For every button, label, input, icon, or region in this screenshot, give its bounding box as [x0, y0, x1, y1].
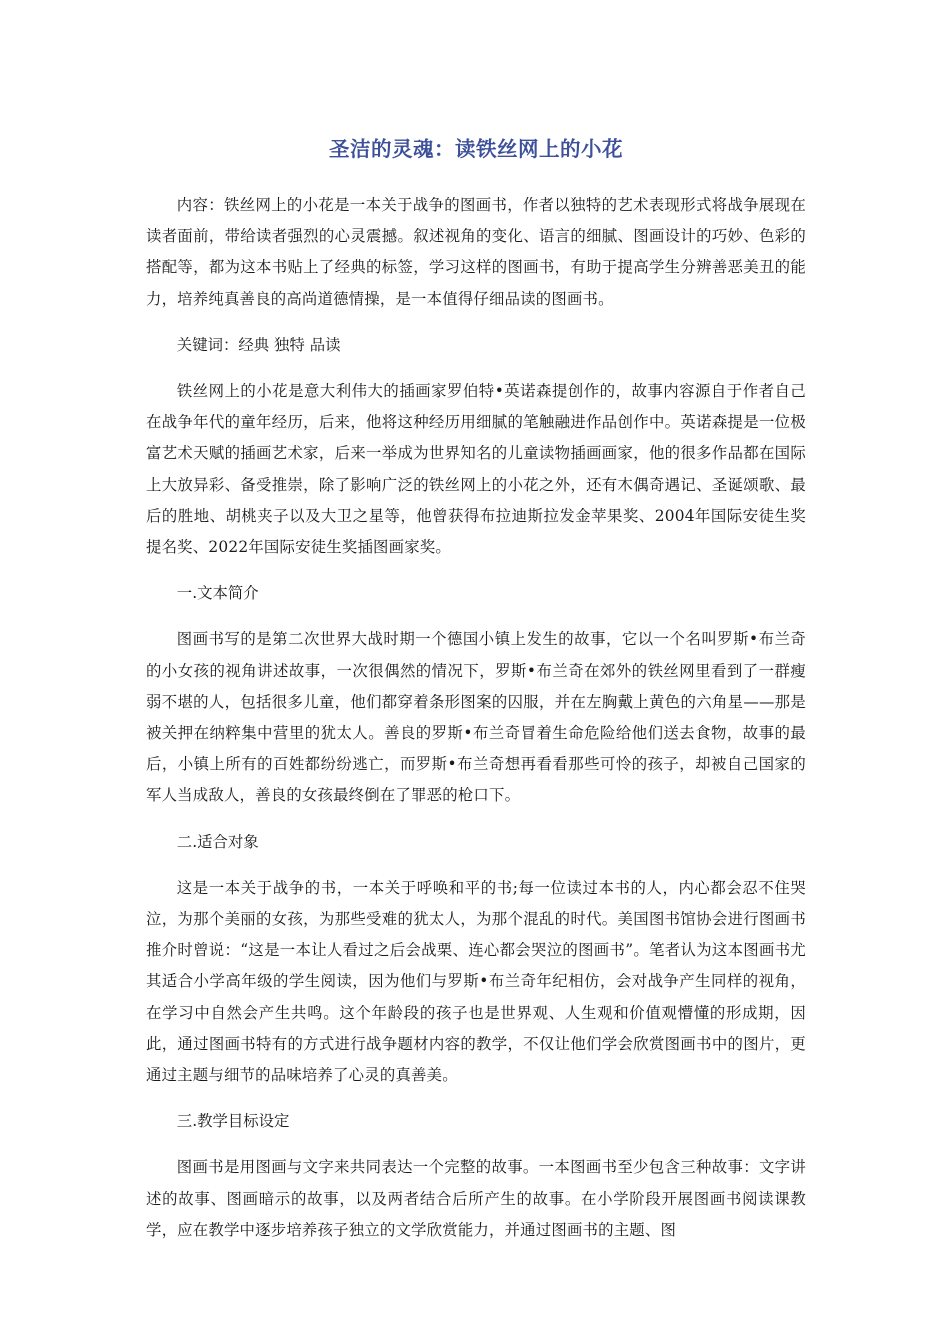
section-text-intro: 图画书写的是第二次世界大战时期一个德国小镇上发生的故事，它以一个名叫罗斯•布兰奇的小女孩的视角讲述故事，一次很偶然的情况下，罗斯•布兰奇在郊外的铁丝网里看到了一群瘦弱不堪的人，包括很多儿童，他们都穿着条形图案的囚服，并在左胸戴上黄色的六角星——那是被关押在纳粹集中营里的犹太人。善良的罗斯•布兰奇冒着生命危险给他们送去食物，故事的最后，小镇上所有的百姓都纷纷逃亡，而罗斯•布兰奇想再看看那些可怜的孩子，却被自己国家的军人当成敌人，善良的女孩最终倒在了罪恶的枪口下。 — [146, 630, 806, 805]
section-text-teaching-goals: 图画书是用图画与文字来共同表达一个完整的故事。一本图画书至少包含三种故事：文字讲述的故事、图画暗示的故事，以及两者结合后所产生的故事。在小学阶段开展图画书阅读课教学，应在教学中逐步培养孩子独立的文学欣赏能力，并通过图画书的主题、图 — [146, 1158, 806, 1239]
document-page — [146, 132, 806, 1261]
abstract-paragraph: 内容：铁丝网上的小花是一本关于战争的图画书，作者以独特的艺术表现形式将战争展现在读者面前，带给读者强烈的心灵震撼。叙述视角的变化、语言的细腻、图画设计的巧妙、色彩的搭配等，都为这本书贴上了经典的标签，学习这样的图画书，有助于提高学生分辨善恶美丑的能力，培养纯真善良的高尚道德情操，是一本值得仔细品读的图画书。 — [146, 196, 806, 308]
section-heading-teaching-goals: 三.教学目标设定 — [176, 1112, 290, 1131]
keywords-line: 关键词：经典 独特 品读 — [176, 335, 341, 354]
section-heading-audience: 二.适合对象 — [176, 832, 259, 851]
section-heading-text-intro: 一.文本简介 — [176, 584, 259, 603]
document-title: 圣洁的灵魂：读铁丝网上的小花 — [329, 137, 623, 161]
intro-paragraph: 铁丝网上的小花是意大利伟大的插画家罗伯特•英诺森提创作的，故事内容源自于作者自己在战争年代的童年经历，后来，他将这种经历用细腻的笔触融进作品创作中。英诺森提是一位极富艺术天赋的插画艺术家，后来一举成为世界知名的儿童读物插画画家，他的很多作品都在国际上大放异彩、备受推崇，除了影响广泛的铁丝网上的小花之外，还有木偶奇遇记、圣诞颂歌、最后的胜地、胡桃夹子以及大卫之星等，他曾获得布拉迪斯拉发金苹果奖、2004年国际安徒生奖提名奖、2022年国际安徒生奖插图画家奖。 — [146, 382, 806, 557]
section-text-audience: 这是一本关于战争的书，一本关于呼唤和平的书;每一位读过本书的人，内心都会忍不住哭泣，为那个美丽的女孩，为那些受难的犹太人，为那个混乱的时代。美国图书馆协会进行图画书推介时曾说：“这是一本让人看过之后会战栗、连心都会哭泣的图画书”。笔者认为这本图画书尤其适合小学高年级的学生阅读，因为他们与罗斯•布兰奇年纪相仿，会对战争产生同样的视角，在学习中自然会产生共鸣。这个年龄段的孩子也是世界观、人生观和价值观懵懂的形成期，因此，通过图画书特有的方式进行战争题材内容的教学，不仅让他们学会欣赏图画书中的图片，更通过主题与细节的品味培养了心灵的真善美。 — [146, 878, 806, 1085]
